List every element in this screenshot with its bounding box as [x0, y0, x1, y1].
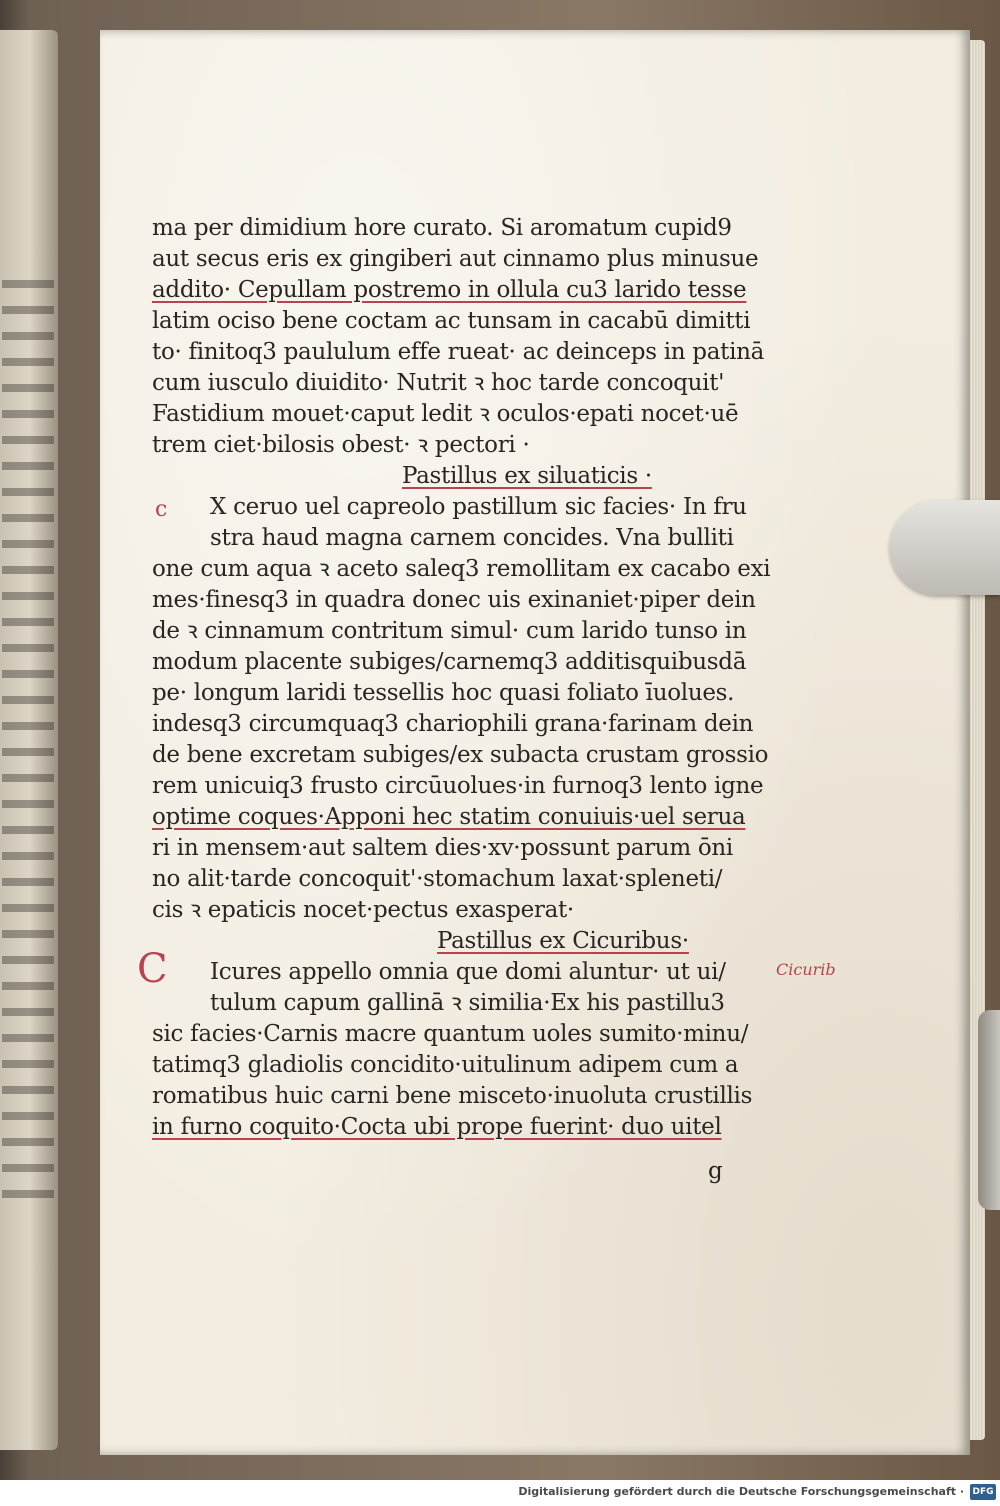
- text-block: [152, 213, 772, 1143]
- text-line: modum placente subiges/carnemq3 additisquibusdā: [152, 649, 747, 675]
- text-line: indesq3 circumquaq3 chariophili grana·farinam dein: [152, 711, 754, 737]
- text-line: ma per dimidium hore curato. Si aromatum cupid9: [152, 215, 732, 241]
- text-line: tatimq3 gladiolis concidito·uitulinum adipem cum a: [152, 1052, 739, 1078]
- text-line: romatibus huic carni bene misceto·inuoluta crustillis: [152, 1083, 753, 1109]
- rubric-initial-c: c: [155, 497, 168, 522]
- text-line: in furno coquito·Cocta ubi prope fuerint· duo uitel: [152, 1114, 722, 1140]
- text-line: X ceruo uel capreolo pastillum sic facies· In fru: [210, 494, 747, 520]
- text-line: Fastidium mouet·caput ledit ꝛ oculos·epati nocet·uē: [152, 401, 739, 427]
- text-line: addito· Cepullam postremo in ollula cu3 larido tesse: [152, 277, 747, 303]
- page-clip-lower: [978, 1010, 1000, 1210]
- text-line: latim ociso bene coctam ac tunsam in cacabū dimitti: [152, 308, 751, 334]
- text-line: no alit·tarde concoquit'·stomachum laxat·spleneti/: [152, 866, 723, 892]
- margin-annotation: Cicurib: [776, 960, 836, 979]
- text-line: pe· longum laridi tessellis hoc quasi foliato īuolues.: [152, 680, 735, 706]
- rubric-initial-c-large: C: [137, 946, 168, 992]
- footer-bar: [0, 1480, 1000, 1506]
- left-facing-page: [0, 30, 58, 1450]
- section-heading: Pastillus ex siluaticis ·: [402, 463, 652, 489]
- left-page-text-fragment: [2, 280, 54, 1200]
- text-line: Icures appello omnia que domi aluntur· ut ui/: [210, 959, 726, 985]
- text-line: one cum aqua ꝛ aceto saleq3 remollitam ex cacabo exi: [152, 556, 771, 582]
- dfg-logo-icon: DFG: [970, 1484, 996, 1500]
- text-line: rem unicuiq3 frusto circūuolues·in furnoq3 lento igne: [152, 773, 764, 799]
- text-line: de bene excretam subiges/ex subacta crustam grossio: [152, 742, 769, 768]
- text-line: to· finitoq3 paululum effe rueat· ac deinceps in patinā: [152, 339, 765, 365]
- section-heading: Pastillus ex Cicuribus·: [437, 928, 689, 954]
- funding-credit: Digitalisierung gefördert durch die Deutsche Forschungsgemeinschaft ·: [518, 1485, 964, 1498]
- text-line: optime coques·Apponi hec statim conuiuis·uel serua: [152, 804, 746, 830]
- text-line: sic facies·Carnis macre quantum uoles sumito·minu/: [152, 1021, 749, 1047]
- text-line: ri in mensem·aut saltem dies·xv·possunt parum ōni: [152, 835, 733, 861]
- text-line: aut secus eris ex gingiberi aut cinnamo plus minusue: [152, 246, 759, 272]
- text-line: cis ꝛ epaticis nocet·pectus exasperat·: [152, 897, 574, 923]
- page-clip-upper: [890, 500, 1000, 595]
- text-line: trem ciet·bilosis obest· ꝛ pectori ·: [152, 432, 530, 458]
- text-line: de ꝛ cinnamum contritum simul· cum larido tunso in: [152, 618, 747, 644]
- text-line: tulum capum gallinā ꝛ similia·Ex his pastillu3: [210, 990, 725, 1016]
- text-line: mes·finesq3 in quadra donec uis exinaniet·piper dein: [152, 587, 756, 613]
- signature-mark: g: [708, 1158, 723, 1184]
- text-line: stra haud magna carnem concides. Vna bulliti: [210, 525, 734, 551]
- text-line: cum iusculo diuidito· Nutrit ꝛ hoc tarde concoquit': [152, 370, 725, 396]
